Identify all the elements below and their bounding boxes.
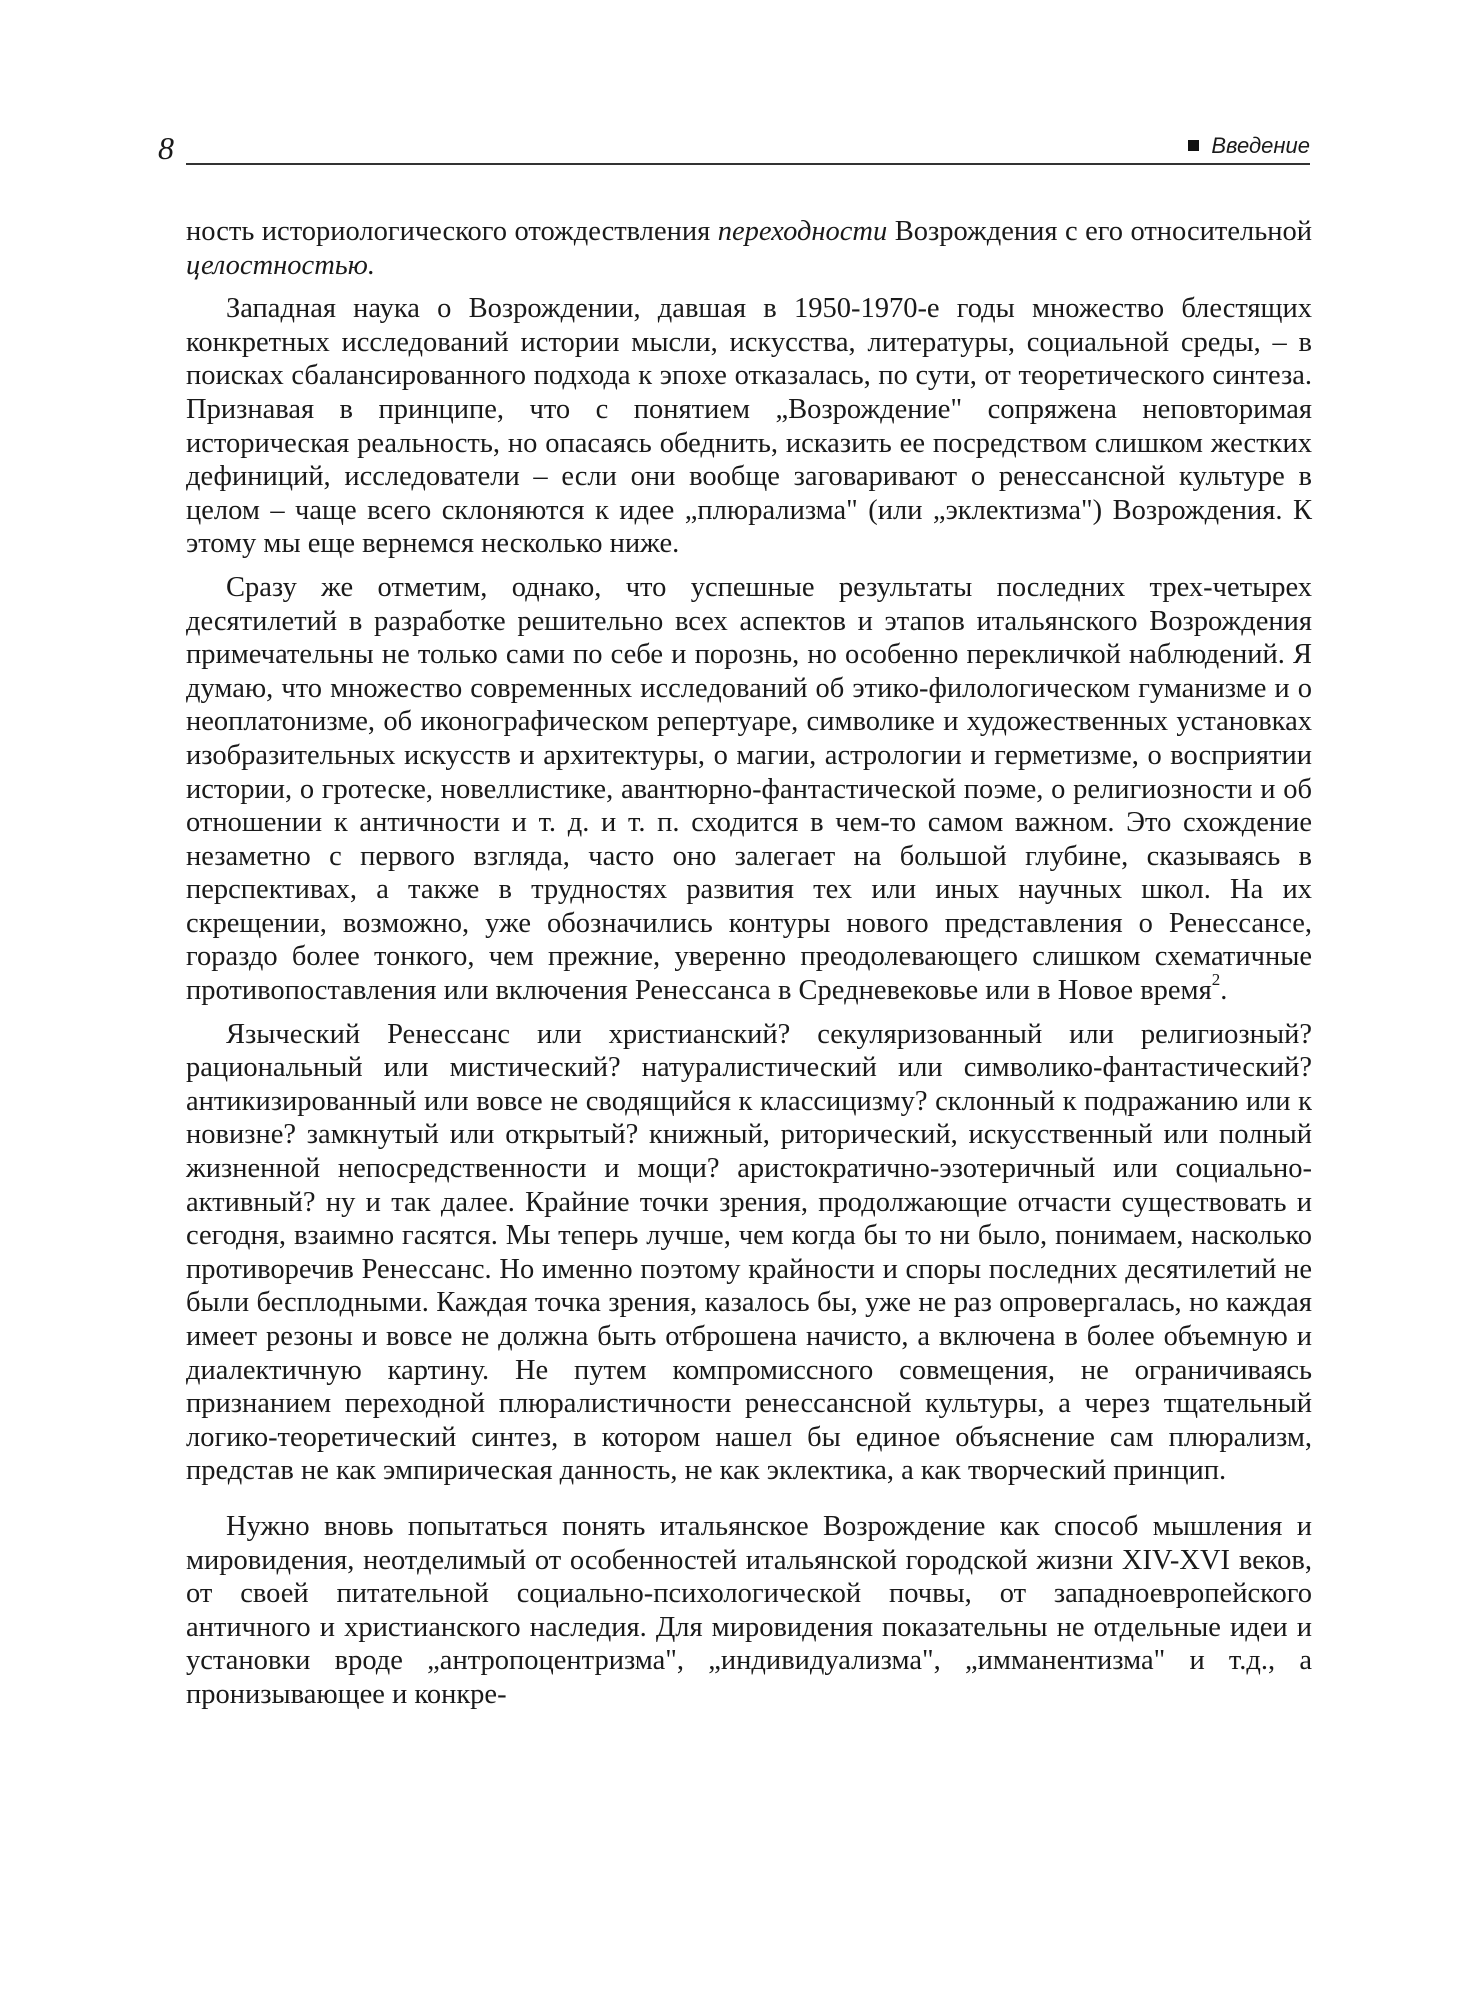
paragraph-5: Нужно вновь попытаться понять итальянское Возрождение как способ мышления и мировидения, неотделимый от особенностей итальянской городской жизни XIV-XVI веков, от своей питательной социально-психологической почвы, от западноевропейского античного и христианского наследия. Для мировидения показательны не отдельные идеи и установки вроде „антропоцентризма", „индивидуализма", „имманентизма" и т.д., а пронизывающее и конкре-: [186, 1510, 1312, 1710]
page-header: [158, 128, 1310, 168]
paragraph-1-text-b: Возрождения с его относительной: [887, 216, 1312, 247]
emphasis-perekhodnosti: переходности: [717, 216, 888, 247]
body-text: [186, 215, 1312, 1712]
paragraph-3: [186, 571, 1312, 1008]
running-title: [1188, 132, 1310, 160]
paragraph-4: Языческий Ренессанс или христианский? секуляризованный или религиозный? рациональный или мистический? натуралистический или символико-фантастический? антикизированный или вовсе не сводящийся к классицизму? склонный к подражанию или к новизне? замкнутый или открытый? книжный, риторический, искусственный или полный жизненной непосредственности и мощи? аристократично-эзотеричный или социально-активный? ну и так далее. Крайние точки зрения, продолжающие отчасти существовать и сегодня, взаимно гасятся. Мы теперь лучше, чем когда бы то ни было, понимаем, насколько противоречив Ренессанс. Но именно поэтому крайности и споры последних десятилетий не были бесплодными. Каждая точка зрения, казалось бы, уже не раз опровергалась, но каждая имеет резоны и вовсе не должна быть отброшена начисто, а включена в более объемную и диалектичную картину. Не путем компромиссного совмещения, не ограничиваясь признанием переходной плюралистичности ренессансной культуры, а через тщательный логико-теоретический синтез, в котором нашел бы единое объяснение сам плюрализм, представ не как эмпирическая данность, не как эклектика, а как творческий принцип.: [186, 1018, 1312, 1487]
square-bullet-icon: [1188, 140, 1199, 151]
paragraph-3-end: .: [1220, 975, 1228, 1007]
footnote-ref: 2: [1211, 970, 1221, 990]
page-number: 8: [158, 130, 174, 166]
paragraph-1: [186, 215, 1312, 282]
paragraph-2: Западная наука о Возрождении, давшая в 1950-1970-е годы множество блестящих конкретных исследований истории мысли, искусства, литературы, социальной среды, – в поисках сбалансированного подхода к эпохе отказалась, по сути, от теоретического синтеза. Признавая в принципе, что с понятием „Возрождение" сопряжена неповторимая историческая реальность, но опасаясь обеднить, исказить ее посредством слишком жестких дефиниций, исследователи – если они вообще заговаривают о ренессансной культуре в целом – чаще всего склоняются к идее „плюрализма" (или „эклектизма") Возрождения. К этому мы еще вернемся несколько ниже.: [186, 293, 1312, 560]
header-rule: [186, 163, 1310, 165]
running-title-text: Введение: [1211, 133, 1310, 158]
emphasis-tselostnostyu: целостностью.: [186, 249, 375, 281]
paragraph-3-text: Сразу же отметим, однако, что успешные результаты последних трех-четырех десятилетий в разработке решительно всех аспектов и этапов итальянского Возрождения примечательны не только сами по себе и порознь, но особенно перекличкой наблюдений. Я думаю, что множество современных исследований об этико-филологическом гуманизме и о неоплатонизме, об иконографическом репертуаре, символике и художественных установках изобразительных искусств и архитектуры, о магии, астрологии и герметизме, о восприятии истории, о гротеске, новеллистике, авантюрно-фантастической поэме, о религиозности и об отношении к античности и т. д. и т. п. сходится в чем-то самом важном. Это схождение незаметно с первого взгляда, часто оно залегает на большой глубине, сказываясь в перспективах, а также в трудностях развития тех или иных научных школ. На их скрещении, возможно, уже обозначились контуры нового представления о Ренессансе, гораздо более тонкого, чем прежние, уверенно преодолевающего слишком схематичные противопоставления или включения Ренессанса в Средневековье или в Новое время: [186, 571, 1312, 1007]
paragraph-1-text-a: ность историологического отождествления: [186, 216, 718, 247]
